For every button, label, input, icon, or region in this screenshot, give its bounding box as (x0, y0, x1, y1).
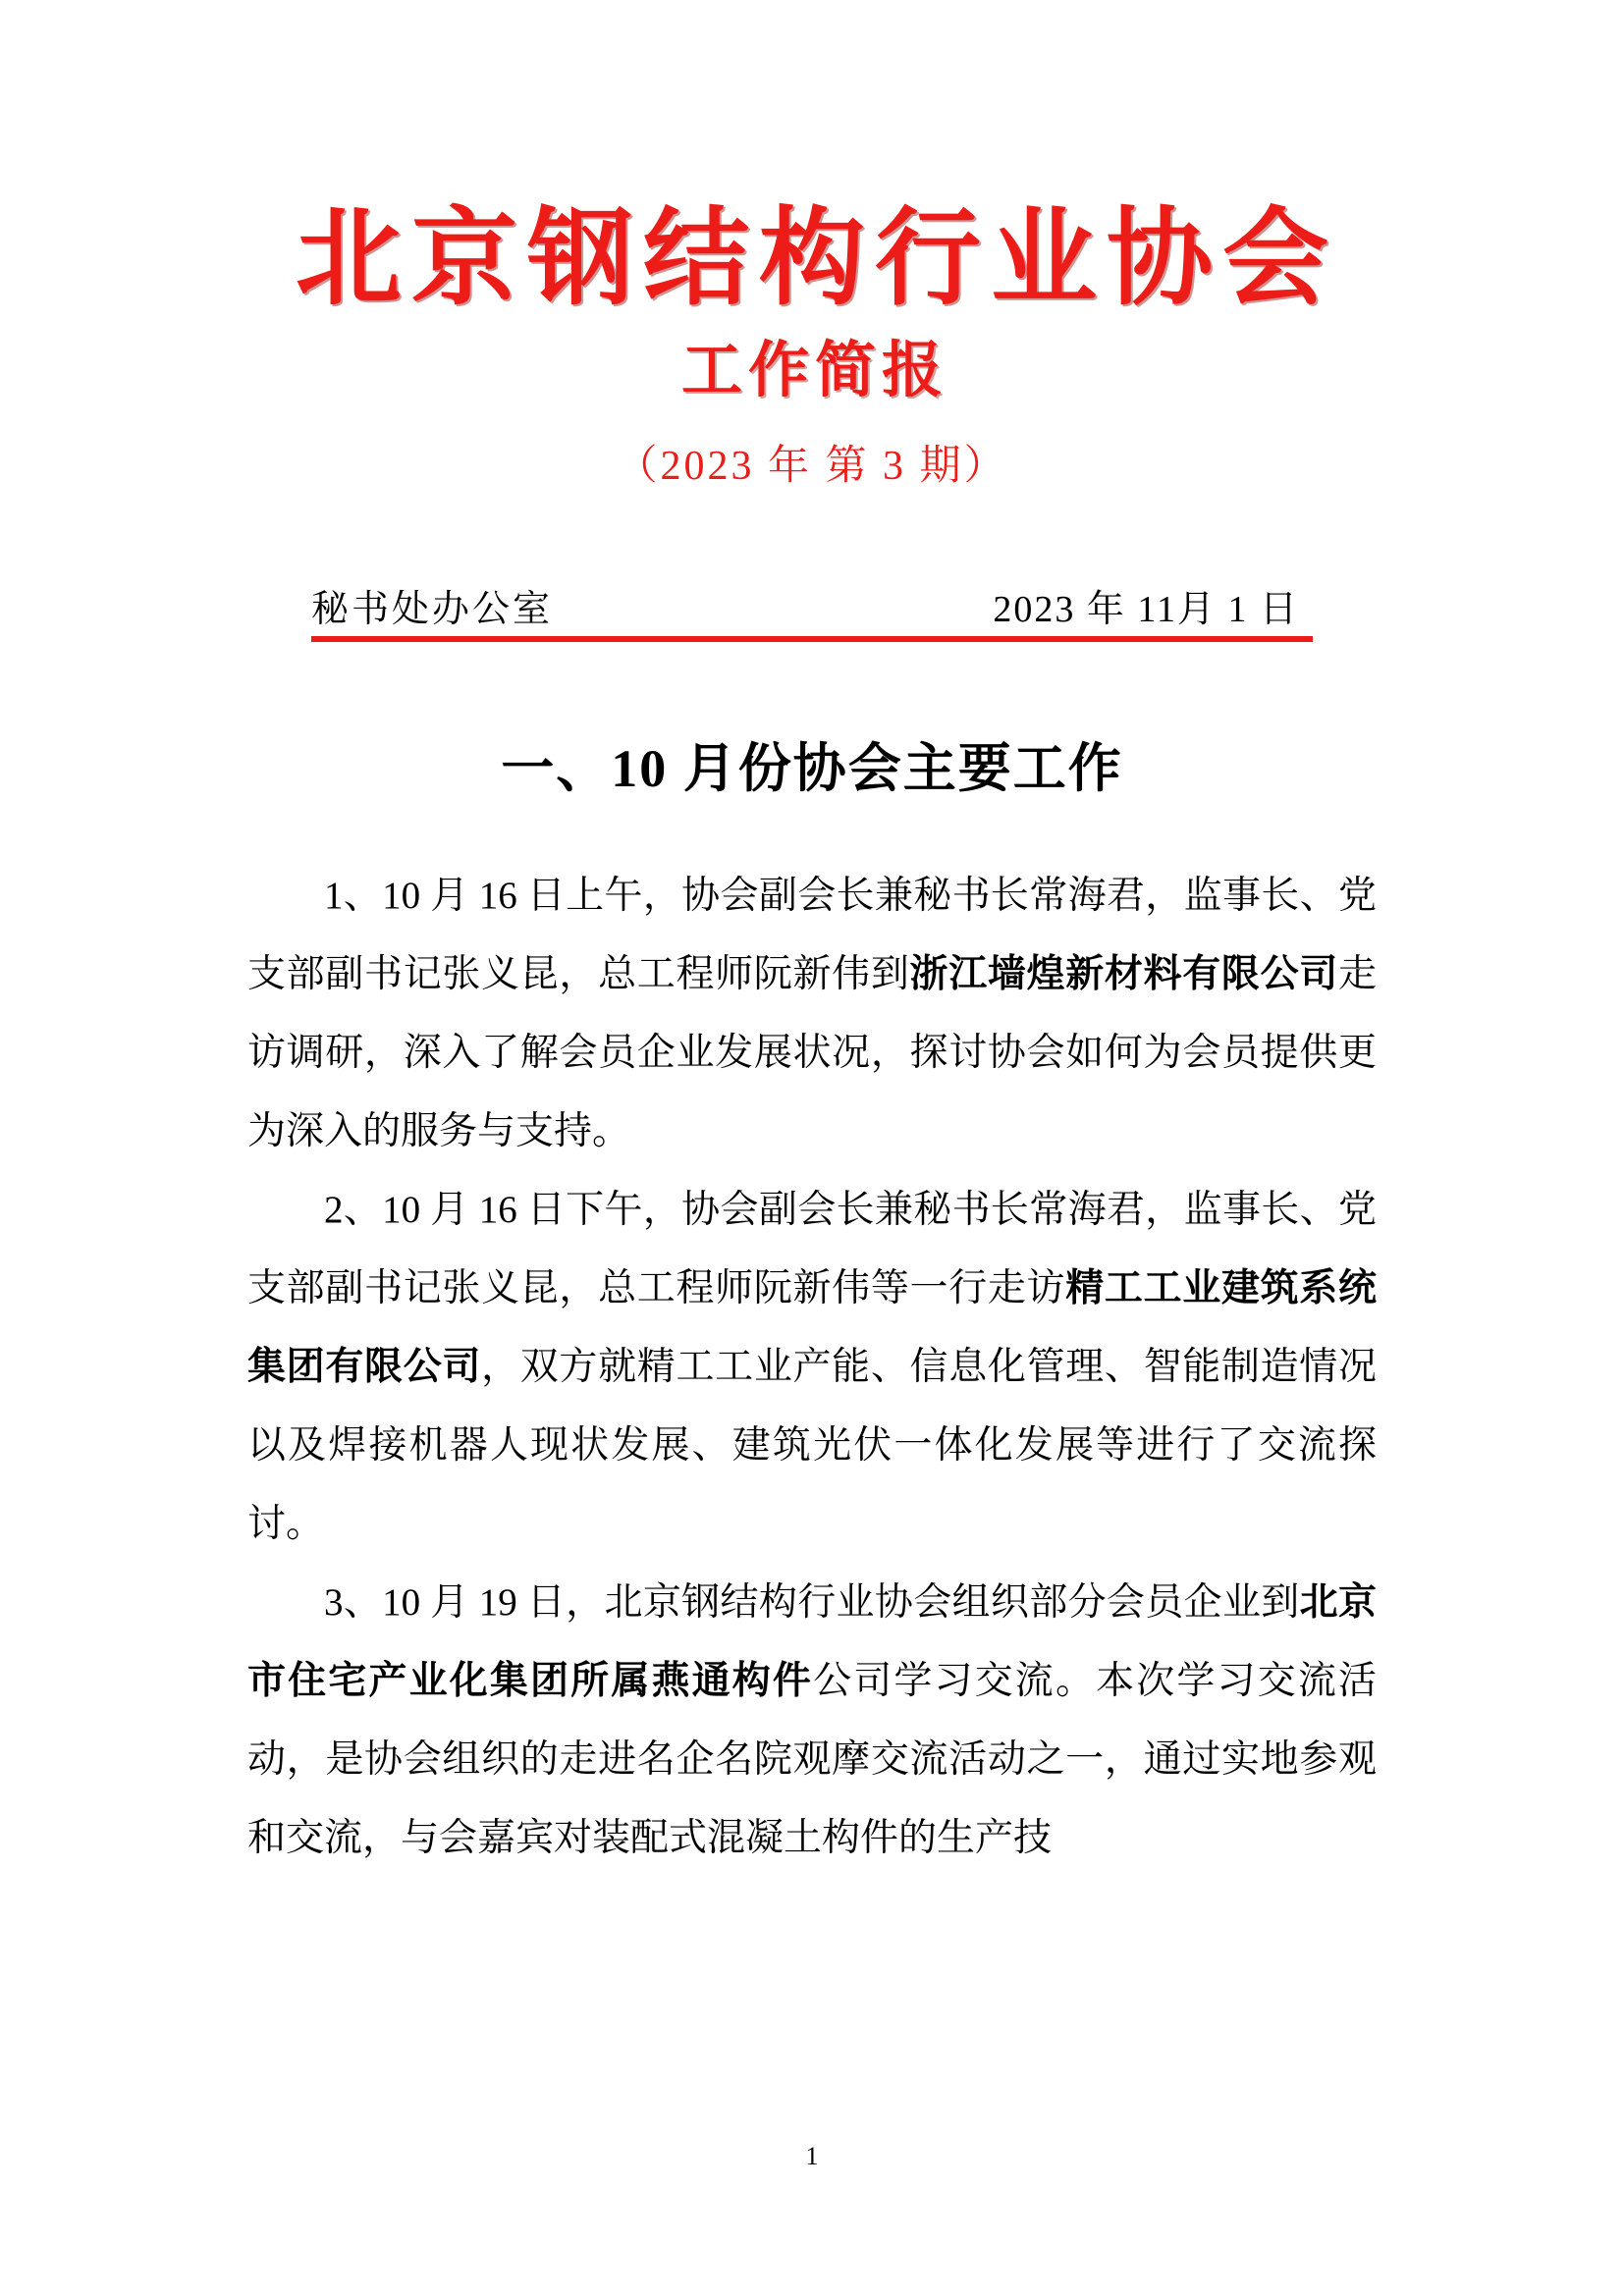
red-divider-rule (311, 636, 1313, 642)
paragraph (247, 857, 1377, 1171)
masthead-issue-number: （2023 年 第 3 期） (616, 443, 1008, 489)
emphasis-run: 北京市住宅产业化集团所属燕通构件 (247, 1581, 1377, 1702)
emphasis-run: 浙江墙煌新材料有限公司 (909, 953, 1338, 995)
text-run: 走访调研，深入了解会员企业发展状况，探讨协会如何为会员提供更为深入的服务与支持。 (247, 953, 1377, 1152)
text-run: 2、10 月 16 日下午，协会副会长兼秘书长常海君，监事长、党支部副书记张义昆，总工程师阮新伟等一行走访 (247, 1189, 1377, 1309)
issue-date: 2023 年 11月 1 日 (993, 589, 1299, 630)
issuing-office: 秘书处办公室 (311, 589, 554, 630)
issuer-date-row (311, 571, 1313, 642)
body-content (247, 857, 1377, 1878)
masthead-subtitle: 工作简报 (680, 336, 948, 404)
masthead (0, 0, 1624, 489)
text-run: 公司学习交流。本次学习交流活动，是协会组织的走进名企名院观摩交流活动之一，通过实地参观和交流，与会嘉宾对装配式混凝土构件的生产技 (247, 1660, 1377, 1859)
text-run: 1、10 月 16 日上午，协会副会长兼秘书长常海君，监事长、党支部副书记张义昆，总工程师阮新伟到 (247, 875, 1377, 995)
text-run: 3、10 月 19 日，北京钢结构行业协会组织部分会员企业到 (324, 1581, 1300, 1624)
text-run: ，双方就精工工业产能、信息化管理、智能制造情况以及焊接机器人现状发展、建筑光伏一体化发展等进行了交流探讨。 (247, 1346, 1377, 1545)
paragraph (247, 1171, 1377, 1564)
masthead-title: 北京钢结构行业协会 (295, 198, 1338, 317)
paragraph (247, 1564, 1377, 1878)
emphasis-run: 精工工业建筑系统集团有限公司 (247, 1267, 1377, 1388)
page-number: 1 (805, 2142, 819, 2170)
section-heading: 一、10 月份协会主要工作 (501, 739, 1123, 798)
